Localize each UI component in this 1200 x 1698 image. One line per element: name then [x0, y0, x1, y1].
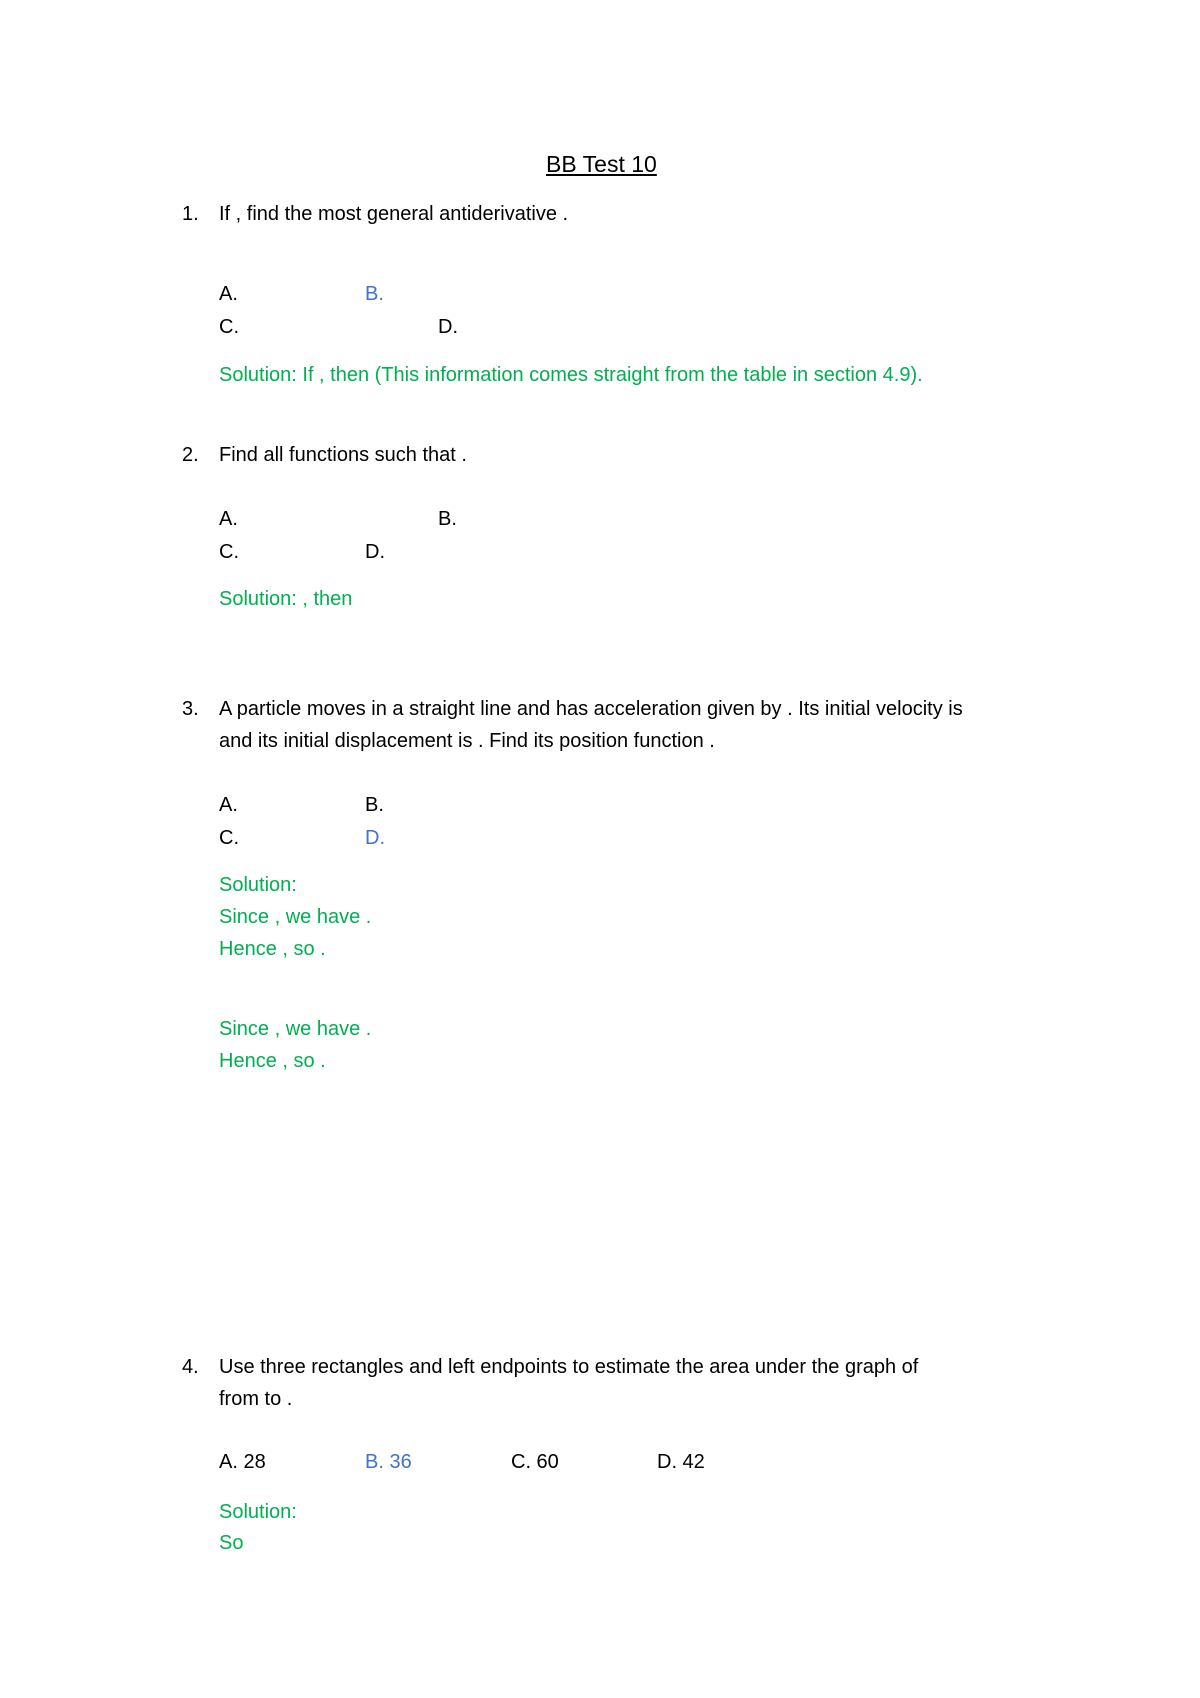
q3-choice-c: C.	[219, 827, 239, 849]
q4-choice-b: B. 36	[365, 1451, 412, 1473]
q3-choice-a: A.	[219, 794, 238, 816]
q3-solution-line: Since , we have .	[219, 906, 372, 928]
q2-choice-c: C.	[219, 541, 239, 563]
question-3-number: 3.	[182, 698, 199, 720]
q2-choice-a: A.	[219, 508, 238, 530]
q4-solution-line: So	[219, 1532, 244, 1554]
q2-choice-d: D.	[365, 541, 385, 563]
q4-choice-a: A. 28	[219, 1451, 266, 1473]
q3-solution-line: Hence , so .	[219, 938, 326, 960]
question-3-text-line-2: and its initial displacement is . Find its position function .	[219, 730, 715, 752]
question-2-number: 2.	[182, 444, 199, 466]
question-4-text-line-2: from to .	[219, 1388, 293, 1410]
page-title: BB Test 10	[546, 151, 657, 177]
q1-choice-c: C.	[219, 316, 239, 338]
q3-solution-heading: Solution:	[219, 874, 297, 896]
question-4-number: 4.	[182, 1356, 199, 1378]
q1-choice-a: A.	[219, 283, 238, 305]
q2-choice-b: B.	[438, 508, 457, 530]
q4-choice-c: C. 60	[511, 1451, 559, 1473]
q3-solution-line: Hence , so .	[219, 1050, 326, 1072]
question-3-text-line-1: A particle moves in a straight line and has acceleration given by . Its initial velocity is	[219, 698, 963, 720]
q2-solution: Solution: , then	[219, 588, 353, 610]
q1-choice-b: B.	[365, 283, 384, 305]
q3-solution-line: Since , we have .	[219, 1018, 372, 1040]
question-4-text-line-1: Use three rectangles and left endpoints to estimate the area under the graph of	[219, 1356, 919, 1378]
question-1-number: 1.	[182, 203, 199, 225]
q1-choice-d: D.	[438, 316, 458, 338]
q3-choice-b: B.	[365, 794, 384, 816]
q3-choice-d: D.	[365, 827, 385, 849]
q1-solution: Solution: If , then (This information comes straight from the table in section 4.9).	[219, 364, 923, 386]
q4-choice-d: D. 42	[657, 1451, 705, 1473]
question-2-text: Find all functions such that .	[219, 444, 467, 466]
q4-solution-heading: Solution:	[219, 1501, 297, 1523]
question-1-text: If , find the most general antiderivative .	[219, 203, 569, 225]
